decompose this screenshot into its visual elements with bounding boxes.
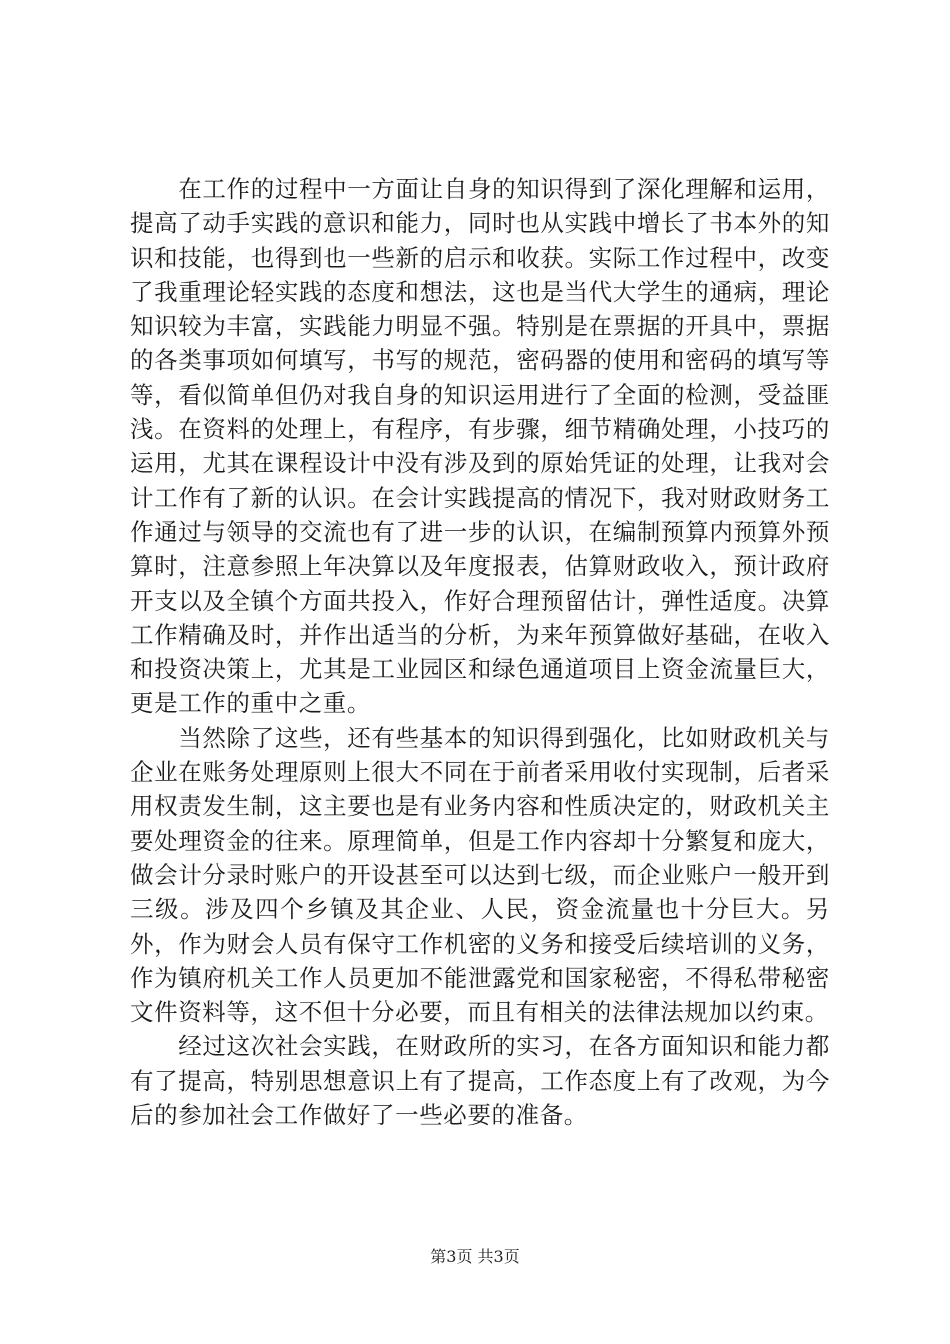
page-footer: 第3页 共3页 xyxy=(430,1247,520,1266)
paragraph-1: 在工作的过程中一方面让自身的知识得到了深化理解和运用，提高了动手实践的意识和能力，同时也从实践中增长了书本外的知识和技能，也得到也一些新的启示和收获。实际工作过程中，改变了我重理论轻实践的态度和想法，这也是当代大学生的通病，理论知识较为丰富，实践能力明显不强。特别是在票据的开具中，票据的各类事项如何填写，书写的规范，密码器的使用和密码的填写等等，看似简单但仍对我自身的知识运用进行了全面的检测，受益匪浅。在资料的处理上，有程序，有步骤，细节精确处理，小技巧的运用，尤其在课程设计中没有涉及到的原始凭证的处理，让我对会计工作有了新的认识。在会计实践提高的情况下，我对财政财务工作通过与领导的交流也有了进一步的认识，在编制预算内预算外预算时，注意参照上年决算以及年度报表，估算财政收入，预计政府开支以及全镇个方面共投入，作好合理预留估计，弹性适度。决算工作精确及时，并作出适当的分析，为来年预算做好基础，在收入和投资决策上，尤其是工业园区和绿色通道项目上资金流量巨大，更是工作的重中之重。 xyxy=(130,175,830,718)
paragraph-3: 经过这次社会实践，在财政所的实习，在各方面知识和能力都有了提高，特别思想意识上有了提高，工作态度上有了改观，为今后的参加社会工作做好了一些必要的准备。 xyxy=(130,1032,830,1130)
body-text xyxy=(130,172,830,1132)
paragraph-2: 当然除了这些，还有些基本的知识得到强化，比如财政机关与企业在账务处理原则上很大不同在于前者采用收付实现制，后者采用权责发生制，这主要也是有业务内容和性质决定的，财政机关主要处理资金的往来。原理简单，但是工作内容却十分繁复和庞大，做会计分录时账户的开设甚至可以达到七级，而企业账户一般开到三级。涉及四个乡镇及其企业、人民，资金流量也十分巨大。另外，作为财会人员有保守工作机密的义务和接受后续培训的义务，作为镇府机关工作人员更加不能泄露党和国家秘密，不得私带秘密文件资料等，这不但十分必要，而且有相关的法律法规加以约束。 xyxy=(130,723,830,1027)
